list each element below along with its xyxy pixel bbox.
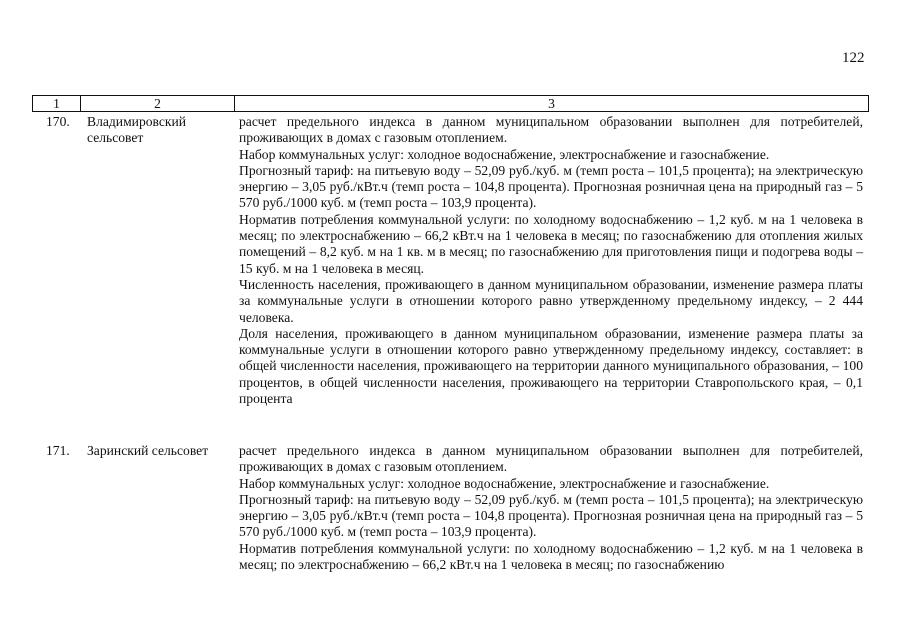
- paragraph: Набор коммунальных услуг: холодное водоснабжение, электроснабжение и газоснабжение.: [239, 146, 770, 162]
- municipality-name: Заринский сельсовет: [87, 443, 209, 458]
- paragraph: расчет предельного индекса в данном муниципальном образовании выполнен для потребителей, проживающих в домах с газовым отоплением.: [239, 443, 863, 475]
- row-number: 170.: [46, 114, 70, 129]
- page-number: 122: [842, 50, 865, 66]
- paragraph: Прогнозный тариф: на питьевую воду – 52,09 руб./куб. м (темп роста – 101,5 процента); на электрическую энергию – 3,05 руб./кВт.ч (темп роста – 104,8 процента). Прогнозная розничная цена на природный газ – 5 570 руб./1000 куб. м (темп роста – 103,9 процента).: [239, 162, 863, 211]
- paragraph: Набор коммунальных услуг: холодное водоснабжение, электроснабжение и газоснабжение.: [239, 475, 770, 491]
- paragraph: Доля населения, проживающего в данном муниципальном образовании, изменение размера платы за коммунальные услуги в отношении которого равно утвержденному предельному индексу, составляет: в общей численности населения, проживающего на территории данного муниципального образования, – 100 процентов, в общей численности населения, проживающего на территории Ставропольского края, – 0,1 процента: [239, 325, 863, 407]
- paragraph: Численность населения, проживающего в данном муниципальном образовании, изменение размера платы за коммунальные услуги в отношении которого равно утвержденному предельному индексу, – 2 444 человека.: [239, 276, 863, 325]
- paragraph: Прогнозный тариф: на питьевую воду – 52,09 руб./куб. м (темп роста – 101,5 процента); на электрическую энергию – 3,05 руб./кВт.ч (темп роста – 104,8 процента). Прогнозная розничная цена на природный газ – 5 570 руб./1000 куб. м (темп роста – 103,9 процента).: [239, 491, 863, 540]
- paragraph: Норматив потребления коммунальной услуги: по холодному водоснабжению – 1,2 куб. м на 1 человека в месяц; по электроснабжению – 66,2 кВт.ч на 1 человека в месяц; по газоснабжению: [239, 540, 863, 573]
- column-header-1: 1: [33, 96, 81, 111]
- row-description: [239, 443, 863, 573]
- column-header-2: 2: [81, 96, 235, 111]
- column-header-3: 3: [548, 96, 555, 111]
- column-header-row: [32, 95, 869, 112]
- municipality-name: Владимировский сельсовет: [87, 114, 187, 146]
- row-number: 171.: [46, 443, 70, 458]
- paragraph: расчет предельного индекса в данном муниципальном образовании выполнен для потребителей, проживающих в домах с газовым отоплением.: [239, 114, 863, 146]
- paragraph: Норматив потребления коммунальной услуги: по холодному водоснабжению – 1,2 куб. м на 1 человека в месяц; по электроснабжению – 66,2 кВт.ч на 1 человека в месяц; по газоснабжению для отопления жилых помещений – 8,2 куб. м на 1 кв. м в месяц; по газоснабжению для приготовления пищи и подогрева воды – 15 куб. м на 1 человека в месяц.: [239, 211, 863, 276]
- row-description: [239, 114, 863, 407]
